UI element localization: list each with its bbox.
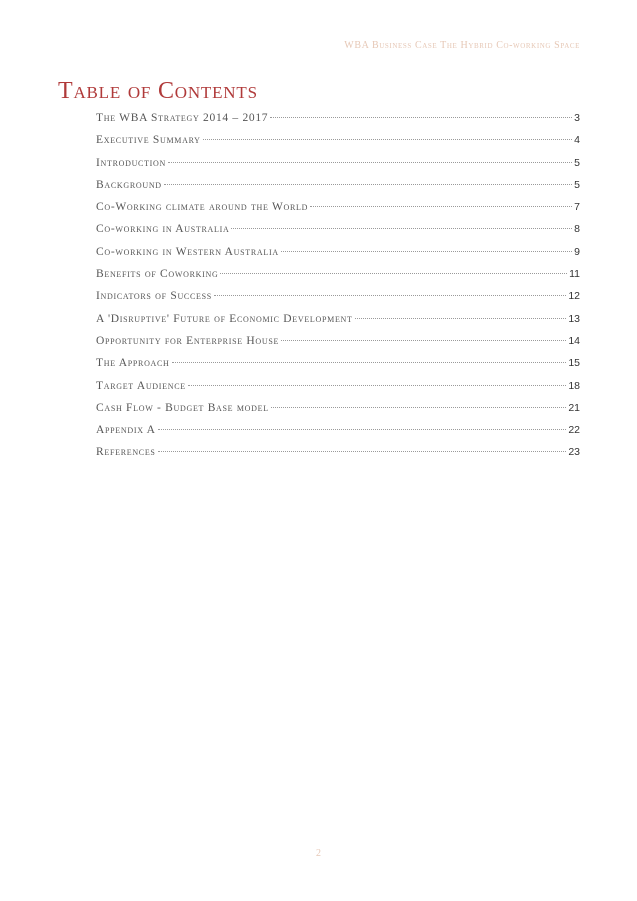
toc-dot-leader bbox=[158, 429, 567, 430]
toc-entry-page-number: 3 bbox=[574, 112, 580, 124]
toc-dot-leader bbox=[310, 206, 572, 207]
toc-entry-label: Co-Working climate around the World bbox=[96, 201, 309, 214]
toc-entry-label: Background bbox=[96, 178, 162, 191]
toc-entry-page-number: 18 bbox=[568, 379, 580, 392]
toc-dot-leader bbox=[231, 228, 572, 229]
toc-dot-leader bbox=[203, 139, 573, 140]
toc-entry-page-number: 4 bbox=[574, 134, 580, 147]
toc-entry[interactable] bbox=[96, 335, 580, 357]
toc-title: Table of Contents bbox=[58, 78, 258, 104]
toc-entry[interactable] bbox=[96, 223, 580, 245]
toc-entry-label: Appendix A bbox=[96, 424, 156, 437]
toc-dot-leader bbox=[271, 407, 567, 408]
toc-entry[interactable] bbox=[96, 380, 580, 402]
toc-entry-page-number: 15 bbox=[568, 357, 580, 370]
toc-entry-label: Co-working in Australia bbox=[96, 223, 230, 236]
toc-entry-page-number: 14 bbox=[568, 334, 580, 347]
toc-dot-leader bbox=[281, 340, 566, 341]
toc-entry[interactable] bbox=[96, 290, 580, 312]
toc-entry[interactable] bbox=[96, 201, 580, 223]
toc-entry-page-number: 5 bbox=[574, 156, 580, 169]
toc-dot-leader bbox=[164, 184, 572, 185]
toc-entry-label: The Approach bbox=[96, 357, 170, 370]
toc-entry-label: Indicators of Success bbox=[96, 290, 212, 303]
toc-entry-page-number: 13 bbox=[568, 312, 580, 325]
toc-entry-page-number: 7 bbox=[574, 201, 580, 214]
toc-entry-label: Cash Flow - Budget Base model bbox=[96, 401, 269, 414]
toc-list bbox=[96, 112, 580, 469]
toc-dot-leader bbox=[168, 162, 572, 163]
toc-dot-leader bbox=[214, 295, 566, 296]
toc-entry-page-number: 11 bbox=[569, 268, 580, 281]
toc-entry-page-number: 12 bbox=[568, 290, 580, 303]
running-header: WBA Business Case The Hybrid Co-working Space bbox=[344, 40, 580, 51]
toc-entry-label: References bbox=[96, 446, 156, 459]
page-number: 2 bbox=[316, 848, 321, 859]
toc-entry[interactable] bbox=[96, 357, 580, 379]
toc-dot-leader bbox=[158, 451, 567, 452]
toc-entry[interactable] bbox=[96, 268, 580, 290]
toc-dot-leader bbox=[220, 273, 567, 274]
toc-entry-label: Target Audience bbox=[96, 379, 186, 392]
toc-entry-page-number: 9 bbox=[574, 245, 580, 258]
toc-entry[interactable] bbox=[96, 134, 580, 156]
toc-entry[interactable] bbox=[96, 246, 580, 268]
toc-dot-leader bbox=[172, 362, 567, 363]
toc-entry-page-number: 23 bbox=[568, 446, 580, 459]
toc-entry-label: Opportunity for Enterprise House bbox=[96, 334, 280, 347]
toc-entry-label: Introduction bbox=[96, 156, 167, 169]
toc-entry[interactable] bbox=[96, 446, 580, 468]
toc-entry[interactable] bbox=[96, 424, 580, 446]
toc-dot-leader bbox=[355, 318, 567, 319]
toc-entry[interactable] bbox=[96, 112, 580, 134]
toc-dot-leader bbox=[281, 251, 572, 252]
toc-entry-page-number: 21 bbox=[568, 401, 580, 414]
toc-entry-page-number: 5 bbox=[574, 178, 580, 191]
toc-entry-page-number: 22 bbox=[568, 424, 580, 437]
toc-entry-label: Benefits of Coworking bbox=[96, 268, 219, 281]
toc-entry[interactable] bbox=[96, 313, 580, 335]
toc-entry-page-number: 8 bbox=[574, 223, 580, 236]
toc-entry[interactable] bbox=[96, 402, 580, 424]
toc-entry-label: The WBA Strategy 2014 – 2017 bbox=[96, 112, 269, 124]
toc-entry-label: A 'Disruptive' Future of Economic Development bbox=[96, 312, 353, 325]
toc-entry[interactable] bbox=[96, 179, 580, 201]
toc-dot-leader bbox=[270, 117, 572, 118]
toc-dot-leader bbox=[188, 385, 566, 386]
toc-entry-label: Co-working in Western Australia bbox=[96, 245, 279, 258]
toc-entry-label: Executive Summary bbox=[96, 134, 201, 147]
toc-entry[interactable] bbox=[96, 157, 580, 179]
